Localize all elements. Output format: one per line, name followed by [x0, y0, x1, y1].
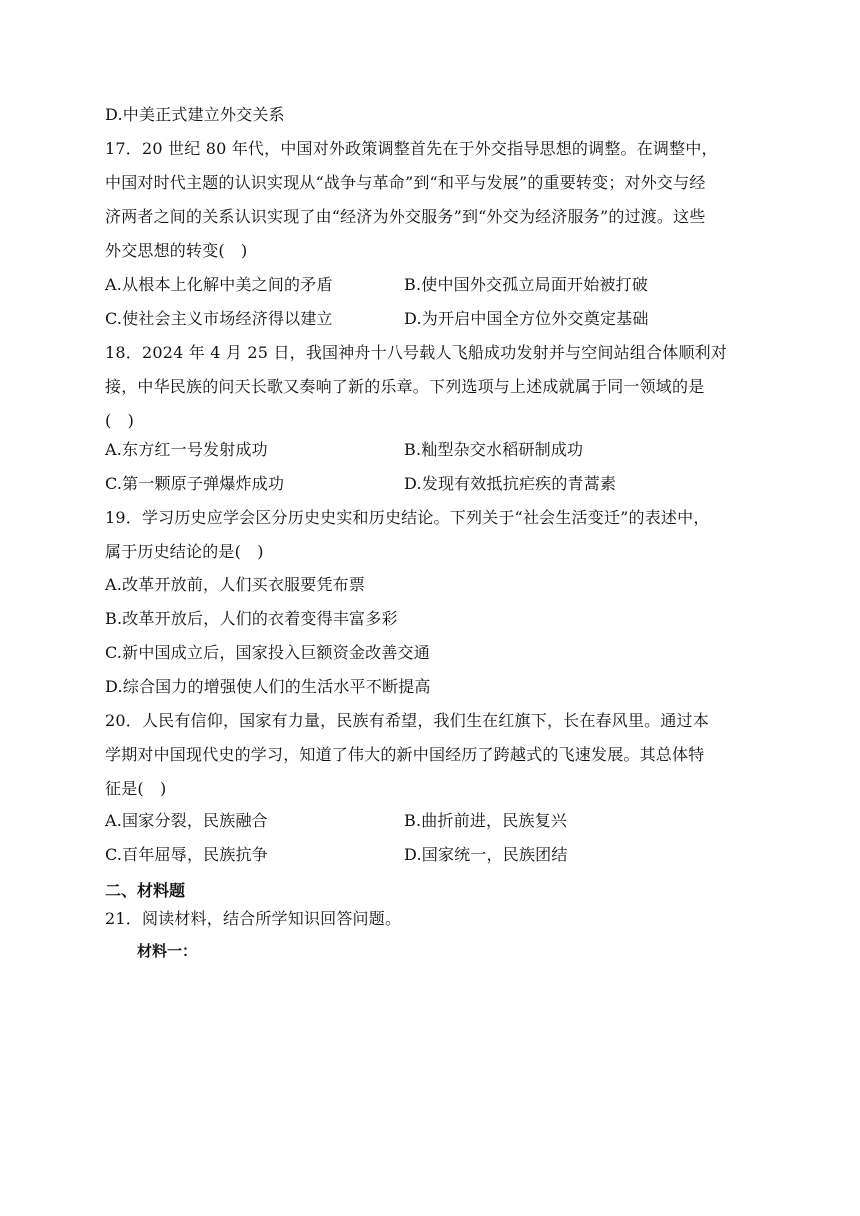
- q18-stem-line-2: 接，中华民族的问天长歌又奏响了新的乐章。下列选项与上述成就属于同一领域的是: [105, 377, 705, 396]
- q18-stem-line-3: ( ): [105, 411, 135, 430]
- q19-option-d: D.综合国力的增强使人们的生活水平不断提高: [105, 677, 431, 696]
- q18-option-b: B.籼型杂交水稻研制成功: [404, 440, 584, 459]
- q20-stem-line-2: 学期对中国现代史的学习，知道了伟大的新中国经历了跨越式的飞速发展。其总体特: [105, 745, 705, 764]
- q17-option-c: C.使社会主义市场经济得以建立: [105, 309, 333, 328]
- q17-stem-line-3: 济两者之间的关系认识实现了由“经济为外交服务”到“外交为经济服务”的过渡。这些: [105, 207, 706, 226]
- q17-option-a: A.从根本上化解中美之间的矛盾: [105, 275, 333, 294]
- q19-option-b: B.改革开放后，人们的衣着变得丰富多彩: [105, 609, 398, 628]
- q18-option-a: A.东方红一号发射成功: [105, 440, 268, 459]
- q19-stem-line-1: 19．学习历史应学会区分历史史实和历史结论。下列关于“社会生活变迁”的表述中，: [105, 508, 710, 527]
- q20-stem-line-1: 20．人民有信仰，国家有力量，民族有希望，我们生在红旗下，长在春风里。通过本: [105, 711, 709, 730]
- q18-stem-line-1: 18．2024 年 4 月 25 日，我国神舟十八号载人飞船成功发射并与空间站组合体顺利对: [105, 343, 728, 362]
- q19-option-c: C.新中国成立后，国家投入巨额资金改善交通: [105, 643, 430, 662]
- q19-option-a: A.改革开放前，人们买衣服要凭布票: [105, 575, 366, 594]
- q20-option-d: D.国家统一，民族团结: [404, 845, 568, 864]
- q17-stem-line-1: 17．20 世纪 80 年代，中国对外政策调整首先在于外交指导思想的调整。在调整中，: [105, 139, 718, 158]
- q20-option-c: C.百年屈辱，民族抗争: [105, 845, 268, 864]
- q17-option-b: B.使中国外交孤立局面开始被打破: [404, 275, 649, 294]
- q18-option-d: D.发现有效抵抗疟疾的青蒿素: [404, 474, 617, 493]
- q17-stem-line-2: 中国对时代主题的认识实现从“战争与革命”到“和平与发展”的重要转变；对外交与经: [105, 173, 706, 192]
- q17-option-d: D.为开启中国全方位外交奠定基础: [404, 309, 649, 328]
- q21-stem: 21．阅读材料，结合所学知识回答问题。: [105, 909, 402, 928]
- q20-option-a: A.国家分裂，民族融合: [105, 811, 268, 830]
- section-heading-materials: 二、材料题: [105, 881, 186, 900]
- material-one-label: 材料一：: [137, 942, 198, 960]
- q20-option-b: B.曲折前进，民族复兴: [404, 811, 568, 830]
- q17-stem-line-4: 外交思想的转变( ): [105, 241, 248, 260]
- q20-stem-line-3: 征是( ): [105, 779, 167, 798]
- q18-option-c: C.第一颗原子弹爆炸成功: [105, 474, 285, 493]
- option-d-prev: D.中美正式建立外交关系: [105, 105, 285, 124]
- q19-stem-line-2: 属于历史结论的是( ): [105, 542, 264, 561]
